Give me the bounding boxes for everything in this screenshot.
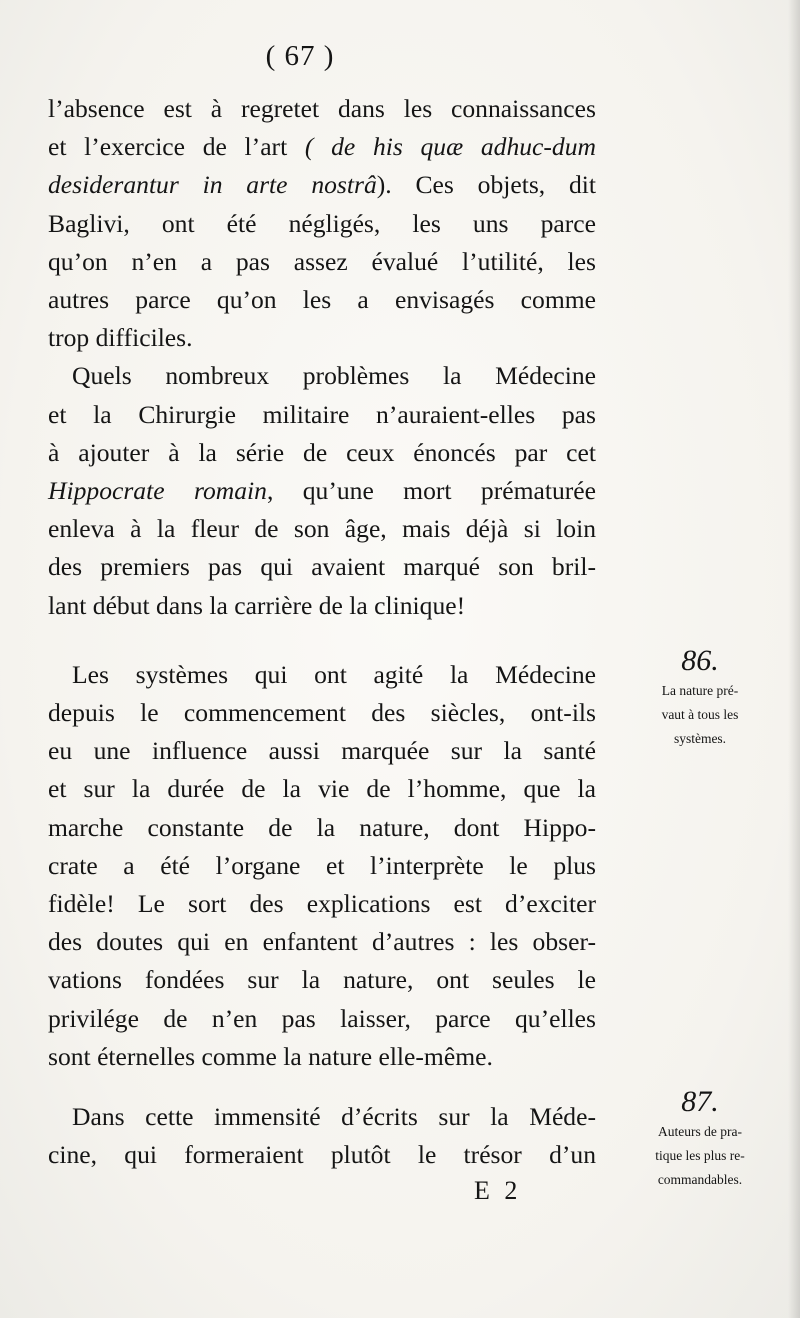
text-line: eu une influence aussi marquée sur la santé (48, 736, 596, 766)
margin-note-number: 86. (681, 644, 719, 677)
text-line: desiderantur in arte nostrâ). Ces objets, dit (48, 170, 596, 200)
text-line: Baglivi, ont été négligés, les uns parce (48, 208, 596, 238)
paragraph-4 (48, 1098, 596, 1174)
margin-note-text: Auteurs de pra- tique les plus re- commandables. (655, 1124, 745, 1187)
text-line: crate a été l’organe et l’interprète le plus (48, 850, 596, 880)
text-line: fidèle! Le sort des explications est d’exciter (48, 889, 596, 919)
paragraph-3 (48, 656, 596, 1076)
margin-note-text: La nature pré- vaut à tous les systèmes. (661, 683, 739, 746)
main-text (48, 90, 596, 1174)
text-line: Dans cette immensité d’écrits sur la Méde- (72, 1102, 596, 1132)
text-line: sont éternelles comme la nature elle-même. (48, 1041, 493, 1071)
text-line: des doutes qui en enfantent d’autres : les obser- (48, 927, 596, 957)
text-line: Hippocrate romain, qu’une mort prématurée (48, 476, 596, 506)
text-line: autres parce qu’on les a envisagés comme (48, 285, 596, 315)
page-number: ( 67 ) (265, 40, 335, 72)
margin-note-86 (600, 643, 800, 751)
paragraph-spacer (48, 625, 596, 656)
text-line: trop difficiles. (48, 323, 193, 353)
text-line: à ajouter à la série de ceux énoncés par cet (48, 437, 596, 467)
text-line: l’absence est à regretet dans les connaissances (48, 94, 596, 123)
text-line: marche constante de la nature, dont Hippo- (48, 812, 596, 842)
text-line: et la Chirurgie militaire n’auraient-elles pas (48, 399, 596, 429)
text-line: des premiers pas qui avaient marqué son bril- (48, 552, 596, 582)
margin-note-number: 87. (681, 1085, 719, 1118)
latin-phrase-cont: desiderantur in arte nostrâ (48, 170, 377, 200)
catchword-signature: E 2 (474, 1176, 522, 1205)
text-line: depuis le commencement des siècles, ont-ils (48, 698, 596, 728)
italic-name: Hippocrate romain (48, 476, 267, 506)
margin-note-87 (600, 1084, 800, 1192)
text-line: Les systèmes qui ont agité la Médecine (72, 659, 596, 689)
latin-phrase: ( de his quæ adhuc-dum (304, 132, 597, 162)
text-line: privilége de n’en pas laisser, parce qu’elles (48, 1003, 596, 1033)
paragraph-1 (48, 90, 596, 357)
text-line: enleva à la fleur de son âge, mais déjà si loin (48, 514, 596, 544)
text-line: et sur la durée de la vie de l’homme, que la (48, 774, 596, 804)
text-line: qu’on n’en a pas assez évalué l’utilité, les (48, 246, 596, 276)
page-edge-shadow (788, 0, 800, 1318)
text-line: vations fondées sur la nature, ont seules le (48, 965, 596, 995)
paragraph-spacer (48, 1076, 596, 1098)
paragraph-2 (48, 357, 596, 624)
text-line: cine, qui formeraient plutôt le trésor d’un (48, 1140, 596, 1170)
text-line: lant début dans la carrière de la clinique! (48, 590, 466, 620)
text-line: Quels nombreux problèmes la Médecine (72, 361, 596, 391)
text-line: et l’exercice de l’art ( de his quæ adhuc-dum (48, 132, 597, 162)
